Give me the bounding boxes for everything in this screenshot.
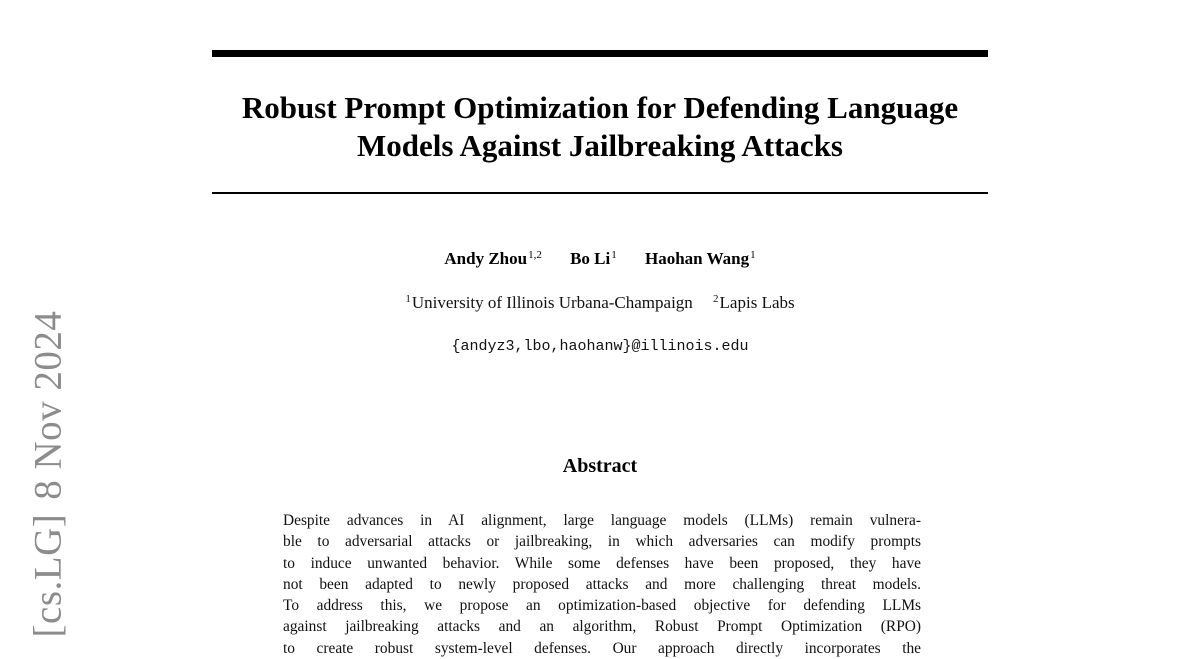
affiliation-lapis-labs xyxy=(713,293,795,313)
abstract-line: to induce unwanted behavior. While some defenses have been proposed, they have xyxy=(283,554,921,572)
abstract-heading: Abstract xyxy=(562,455,638,477)
affiliation-name: University of Illinois Urbana-Champaign xyxy=(411,293,693,312)
author-list xyxy=(0,249,1200,269)
author-name: Haohan Wang xyxy=(645,249,750,268)
paper-title xyxy=(190,89,1010,165)
title-line-1: Robust Prompt Optimization for Defending Language xyxy=(241,90,959,125)
title-line-2: Models Against Jailbreaking Attacks xyxy=(356,128,843,163)
affiliation-list xyxy=(0,293,1200,313)
author-affiliation-mark: 1 xyxy=(750,249,756,261)
affiliation-name: Lapis Labs xyxy=(719,293,795,312)
author-name: Bo Li xyxy=(570,249,611,268)
title-bottom-rule xyxy=(212,192,988,194)
arxiv-stamp xyxy=(26,311,71,638)
author-andy-zhou xyxy=(444,249,541,269)
abstract-line: Despite advances in AI alignment, large language models (LLMs) remain vulnera- xyxy=(283,512,921,529)
abstract-line: to create robust system-level defenses. Our approach directly incorporates the xyxy=(283,639,921,657)
title-top-rule xyxy=(212,50,988,57)
author-haohan-wang xyxy=(645,249,756,269)
arxiv-category: [cs.LG] xyxy=(26,513,70,638)
author-affiliation-mark: 1,2 xyxy=(528,249,542,261)
abstract-line: ble to adversarial attacks or jailbreaking, in which adversaries can modify prompts xyxy=(283,533,921,551)
arxiv-date: 8 Nov 2024 xyxy=(26,310,70,500)
abstract-text xyxy=(283,510,921,659)
affiliation-mark: 1 xyxy=(405,293,411,305)
abstract-line: against jailbreaking attacks and an algorithm, Robust Prompt Optimization (RPO) xyxy=(283,618,921,636)
affiliation-mark: 2 xyxy=(713,293,719,305)
abstract-line: To address this, we propose an optimization-based objective for defending LLMs xyxy=(283,597,921,615)
author-name: Andy Zhou xyxy=(444,249,528,268)
affiliation-uiuc xyxy=(405,293,692,313)
author-affiliation-mark: 1 xyxy=(611,249,617,261)
abstract-line: not been adapted to newly proposed attacks and more challenging threat models. xyxy=(283,575,921,593)
author-email: {andyz3,lbo,haohanw}@illinois.edu xyxy=(451,338,749,355)
author-bo-li xyxy=(570,249,617,269)
